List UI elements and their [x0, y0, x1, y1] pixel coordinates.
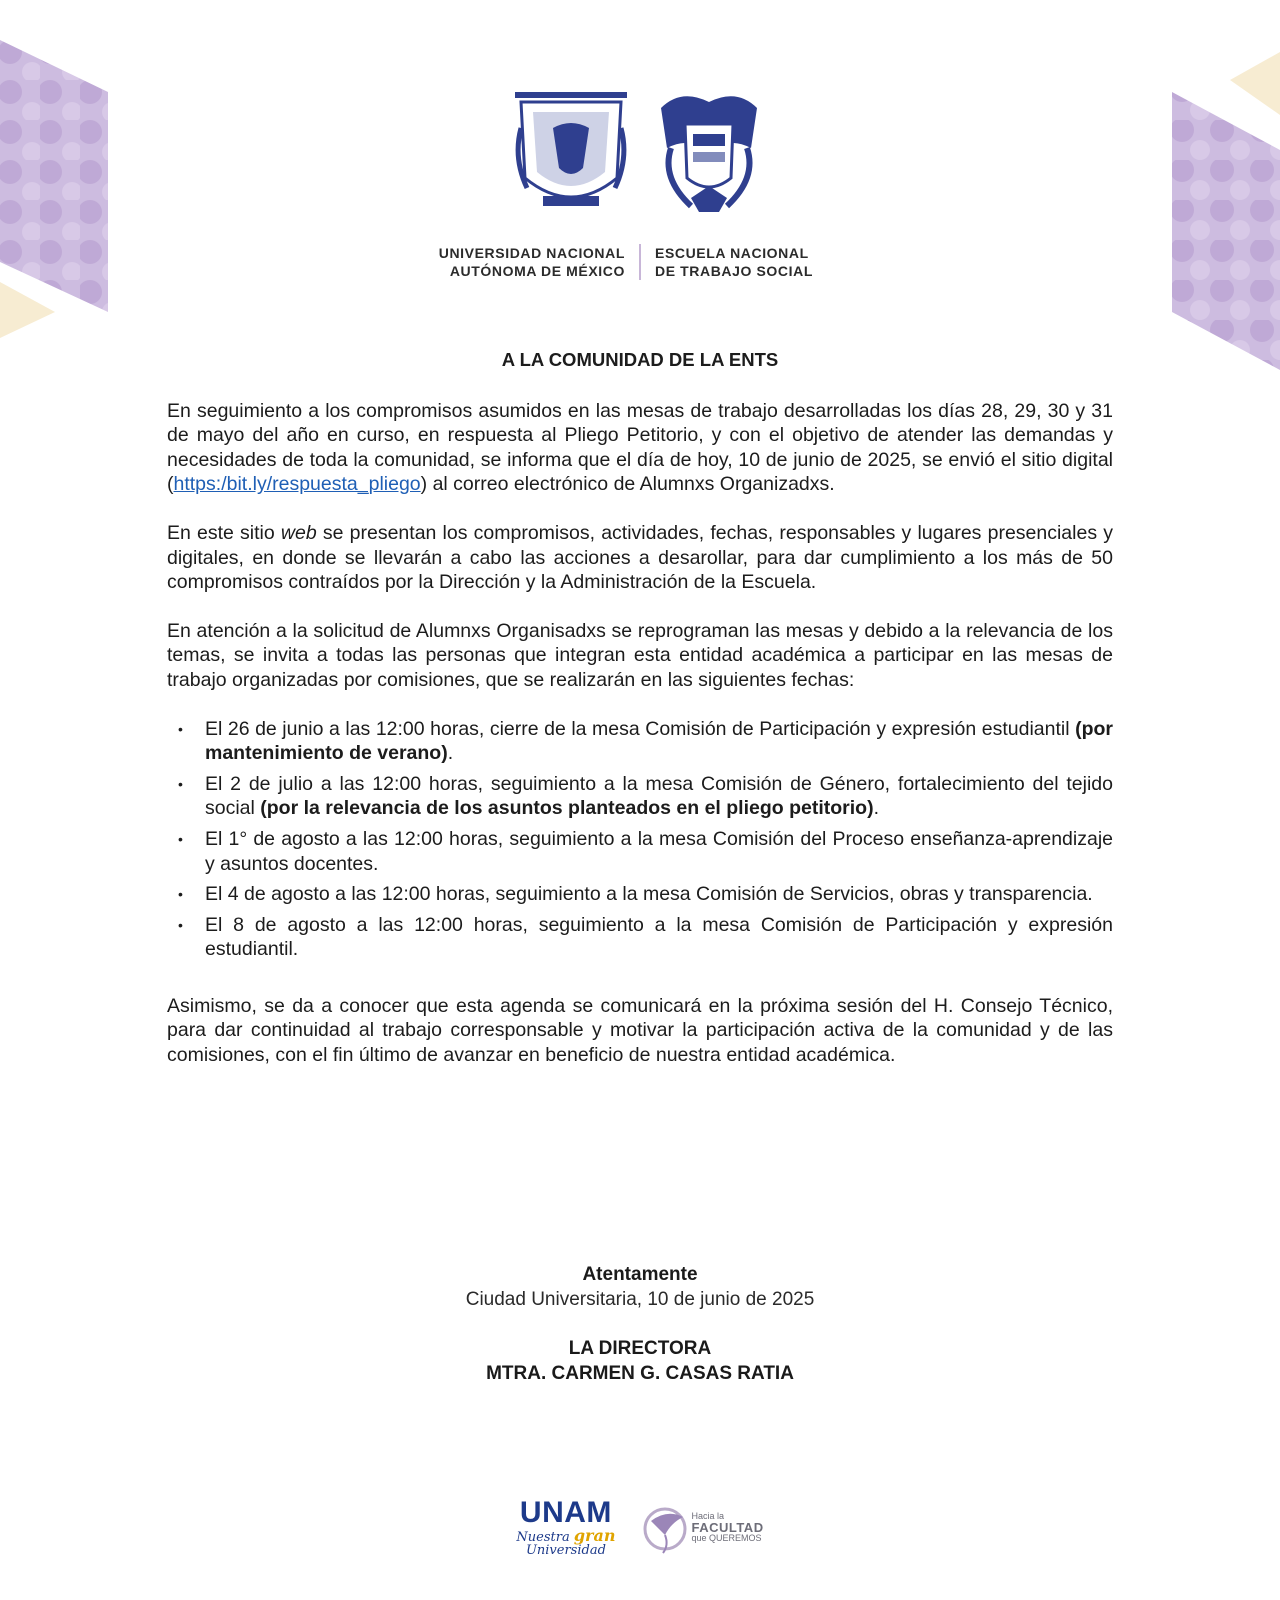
list-item-bold: (por la relevancia de los asuntos planteados en el pliego petitorio) [260, 797, 874, 820]
paragraph-2-text-b: se presentan los compromisos, actividades, fechas, responsables y lugares presenciales y digitales, en donde se llevarán a cabo las acciones a desarollar, para dar cumplimiento a los más de 50 compromisos contraídos por la Dirección y la Administración de la Escuela. [167, 521, 1114, 594]
list-item [167, 772, 1113, 821]
unam-name [415, 244, 641, 280]
facultad-small-2: que QUEREMOS [691, 1533, 762, 1543]
shields-row [0, 88, 1280, 218]
paragraph-2 [167, 521, 1113, 595]
slogan-part-b: gran [573, 1526, 616, 1545]
pliego-link[interactable]: https:/bit.ly/respuesta_pliego [173, 473, 421, 496]
hummingbird-icon [643, 1499, 687, 1557]
paragraph-2-emphasis: web [280, 521, 317, 544]
footer-logos [0, 1498, 1280, 1557]
list-item-text: El 4 de agosto a las 12:00 horas, seguimiento a la mesa Comisión de Servicios, obras y transparencia. [205, 883, 1093, 906]
paragraph-1 [167, 399, 1113, 497]
facultad-logo [643, 1499, 763, 1557]
institution-names [0, 244, 1280, 280]
list-item-text: El 2 de julio a las 12:00 horas, seguimiento a la mesa Comisión de Género, fortalecimiento del tejido social [205, 772, 1113, 820]
ents-shield-icon [651, 88, 767, 218]
unam-name-line-2: AUTÓNOMA DE MÉXICO [449, 263, 625, 279]
bullet-icon: • [178, 830, 183, 847]
list-item [167, 913, 1113, 962]
paragraph-1-text-a: En seguimiento a los compromisos asumidos en las mesas de trabajo desarrolladas los días 28, 29, 30 y 31 de mayo del año en curso, en respuesta al Pliego Petitorio, y con el objetivo de atender las demandas y necesidades de toda la comunidad, se informa que el día de hoy, 10 de junio de 2025, se envió el sitio digital ( [167, 399, 1113, 496]
signer-name: MTRA. CARMEN G. CASAS RATIA [486, 1363, 794, 1384]
list-item [167, 882, 1113, 907]
facultad-small-1: Hacia la [691, 1511, 724, 1521]
ents-name-line-1: ESCUELA NACIONAL [655, 245, 809, 261]
facultad-text [691, 1511, 763, 1544]
list-item-end: . [873, 797, 880, 820]
bullet-icon: • [178, 720, 183, 737]
slogan-part-a: Nuestra [516, 1530, 570, 1545]
unam-name-line-1: UNIVERSIDAD NACIONAL [438, 245, 625, 261]
paragraph-2-text-a: En este sitio [167, 521, 281, 544]
list-item [167, 717, 1113, 766]
paragraph-3: En atención a la solicitud de Alumnxs Organisadxs se reprograman las mesas y debido a la relevancia de los temas, se invita a todas las personas que integran esta entidad académica a participar en las mesas de trabajo organizadas por comisiones, que se realizarán en las siguientes fechas: [167, 619, 1113, 691]
list-item-end: . [447, 742, 454, 765]
list-item [167, 827, 1113, 876]
signature-block [0, 1262, 1280, 1386]
ents-name [641, 244, 865, 280]
signer-role: LA DIRECTORA [568, 1338, 712, 1359]
unam-wordmark: UNAM [519, 1496, 612, 1529]
ents-name-line-2: DE TRABAJO SOCIAL [655, 263, 813, 279]
unam-slogan [516, 1528, 615, 1557]
list-item-text: El 1° de agosto a las 12:00 horas, seguimiento a la mesa Comisión del Proceso enseñanza-aprendizaje y asuntos docentes. [205, 827, 1113, 875]
facultad-big: FACULTAD [691, 1520, 764, 1535]
letter-body [167, 348, 1113, 1092]
closing: Atentamente [582, 1264, 698, 1285]
bullet-icon: • [178, 775, 183, 792]
unam-logo [516, 1498, 615, 1557]
unam-shield-icon [513, 88, 629, 218]
slogan-part-c: Universidad [525, 1543, 606, 1558]
list-item-text: El 8 de agosto a las 12:00 horas, seguimiento a la mesa Comisión de Participación y expresión estudiantil. [205, 913, 1113, 961]
list-item-text: El 26 de junio a las 12:00 horas, cierre de la mesa Comisión de Participación y expresión estudiantil [205, 717, 1076, 740]
letterhead [0, 88, 1280, 280]
schedule-list [167, 717, 1113, 962]
letter-title: A LA COMUNIDAD DE LA ENTS [501, 349, 779, 370]
place-date: Ciudad Universitaria, 10 de junio de 2025 [465, 1289, 815, 1310]
list-item-bold: (por mantenimiento de verano) [205, 717, 1113, 765]
bullet-icon: • [178, 886, 183, 903]
paragraph-1-text-b: ) al correo electrónico de Alumnxs Organizadxs. [420, 473, 835, 496]
bullet-icon: • [178, 916, 183, 933]
paragraph-4: Asimismo, se da a conocer que esta agenda se comunicará en la próxima sesión del H. Consejo Técnico, para dar continuidad al trabajo corresponsable y motivar la participación activa de la comunidad y de las comisiones, con el fin último de avanzar en beneficio de nuestra entidad académica. [167, 994, 1113, 1067]
